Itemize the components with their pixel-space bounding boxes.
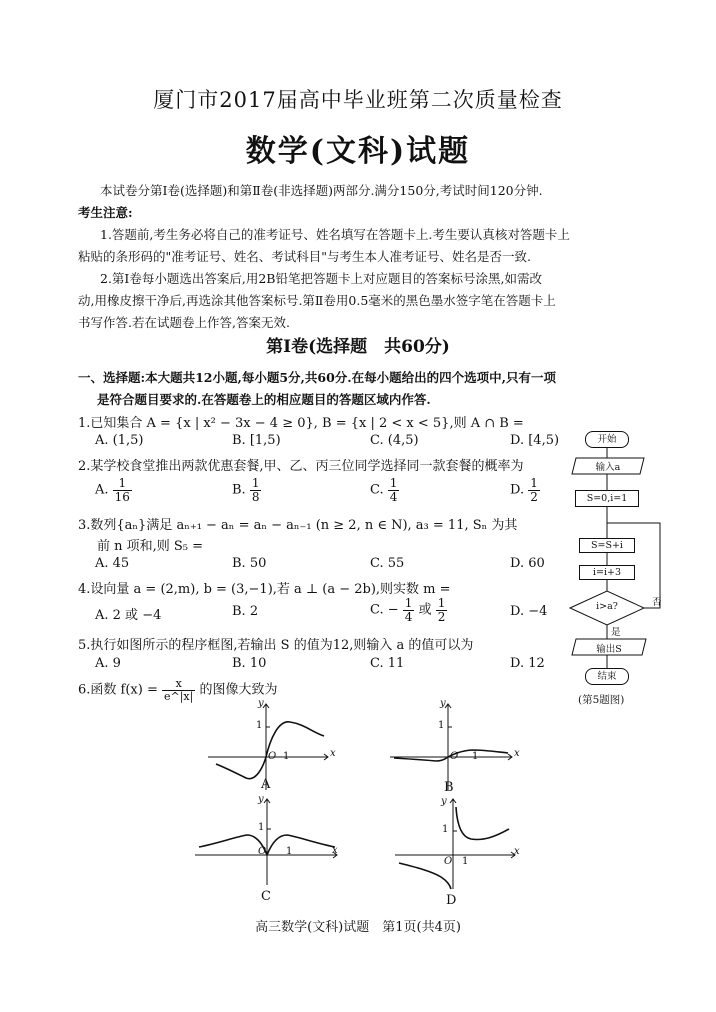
graph-a-x-label: x bbox=[330, 748, 336, 759]
flowchart-step-sum: S=S+i bbox=[579, 538, 635, 553]
exam-subject-title: 数学(文科)试题 bbox=[245, 134, 471, 169]
graph-d-tick-y: 1 bbox=[442, 824, 449, 835]
q4-option-a: A. 2 或 −4 bbox=[95, 608, 162, 623]
graph-a bbox=[208, 702, 338, 792]
q4-stem: 4.设向量 a = (2,m), b = (3,−1),若 a ⊥ (a − 2b),则实数 m = bbox=[78, 582, 451, 597]
graph-a-origin: O bbox=[268, 751, 277, 762]
graph-d bbox=[395, 797, 525, 891]
q5-stem: 5.执行如图所示的程序框图,若输出 S 的值为12,则输入 a 的值可以为 bbox=[78, 638, 474, 653]
section-instruction-2: 是符合题目要求的.在答题卷上的相应题目的答题区域内作答. bbox=[97, 392, 431, 407]
graph-d-x-label: x bbox=[514, 846, 520, 857]
q4-option-d: D. −4 bbox=[510, 604, 548, 619]
graph-c-origin: O bbox=[258, 846, 267, 857]
section-instruction-1: 一、选择题:本大题共12小题,每小题5分,共60分.在每小题给出的四个选项中,只有一项 bbox=[78, 370, 557, 385]
q4-option-b: B. 2 bbox=[232, 604, 259, 619]
graph-d-origin: O bbox=[444, 856, 453, 867]
notice-1-line-2: 粘贴的条形码的"准考证号、姓名、考试科目"与考生本人准考证号、姓名是否一致. bbox=[78, 249, 531, 264]
flowchart-end: 结束 bbox=[585, 668, 629, 685]
graph-b-y-label: y bbox=[440, 698, 446, 709]
graph-d-tick-x: 1 bbox=[462, 856, 469, 867]
notice-1-line-1: 1.答题前,考生务必将自己的准考证号、姓名填写在答题卡上.考生要认真核对答题卡上 bbox=[100, 227, 570, 242]
graph-c-y-label: y bbox=[258, 794, 264, 805]
graph-b-tick-y: 1 bbox=[438, 720, 445, 731]
q3-option-a: A. 45 bbox=[95, 556, 130, 571]
q1-option-b: B. [1,5) bbox=[232, 433, 281, 448]
notice-title: 考生注意: bbox=[78, 205, 133, 220]
intro-line: 本试卷分第Ⅰ卷(选择题)和第Ⅱ卷(非选择题)两部分.满分150分,考试时间120分钟. bbox=[100, 183, 543, 198]
q3-option-c: C. 55 bbox=[370, 556, 405, 571]
q2-option-a: A. $\frac{1}{16}$ bbox=[95, 476, 130, 504]
q4-option-c: C. − $\frac{1}{4}$ 或 $\frac{1}{2}$ bbox=[370, 596, 446, 624]
graph-a-tick-x: 1 bbox=[283, 751, 290, 762]
graph-c-x-label: x bbox=[332, 845, 338, 856]
q5-option-a: A. 9 bbox=[95, 656, 121, 671]
q3-stem-line-1: 3.数列{aₙ}满足 aₙ₊₁ − aₙ = aₙ − aₙ₋₁ (n ≥ 2, n ∈ N), a₃ = 11, Sₙ 为其 bbox=[78, 518, 518, 533]
notice-2-line-1: 2.第Ⅰ卷每小题选出答案后,用2B铅笔把答题卡上对应题目的答案标号涂黑,如需改 bbox=[100, 271, 542, 286]
graph-c-tick-y: 1 bbox=[258, 822, 265, 833]
section-title: 第Ⅰ卷(选择题 共60分) bbox=[266, 337, 450, 357]
flowchart-yes-label: 是 bbox=[611, 627, 621, 638]
q2-option-b: B. $\frac{1}{8}$ bbox=[232, 476, 260, 504]
q1-option-c: C. (4,5) bbox=[370, 433, 419, 448]
notice-2-line-2: 动,用橡皮擦干净后,再选涂其他答案标号.第Ⅱ卷用0.5毫米的黑色墨水签字笔在答题卡上 bbox=[78, 293, 556, 308]
page-footer: 高三数学(文科)试题 第1页(共4页) bbox=[255, 920, 461, 935]
flowchart-caption: (第5题图) bbox=[578, 694, 625, 706]
graph-c bbox=[195, 797, 343, 887]
graph-b-label: B bbox=[444, 780, 454, 795]
graph-d-label: D bbox=[446, 893, 457, 908]
flowchart-condition: i>a? bbox=[596, 601, 618, 612]
q5-option-c: C. 11 bbox=[370, 656, 405, 671]
q5-option-b: B. 10 bbox=[232, 656, 267, 671]
graph-c-label: C bbox=[261, 889, 271, 904]
flowchart-start: 开始 bbox=[585, 431, 629, 448]
graph-b-tick-x: 1 bbox=[472, 751, 479, 762]
flowchart-init: S=0,i=1 bbox=[575, 490, 639, 507]
q2-option-d: D. $\frac{1}{2}$ bbox=[510, 476, 538, 504]
graph-b-x-label: x bbox=[514, 748, 520, 759]
flowchart-no-label: 否 bbox=[652, 597, 662, 608]
q3-option-d: D. 60 bbox=[510, 556, 545, 571]
graph-b-origin: O bbox=[450, 751, 459, 762]
q3-option-b: B. 50 bbox=[232, 556, 267, 571]
notice-2-line-3: 书写作答.若在试题卷上作答,答案无效. bbox=[78, 315, 290, 330]
graph-b bbox=[390, 702, 520, 792]
q2-stem: 2.某学校食堂推出两款优惠套餐,甲、乙、丙三位同学选择同一款套餐的概率为 bbox=[78, 459, 524, 474]
graph-a-label: A bbox=[261, 777, 271, 792]
q1-stem: 1.已知集合 A = {x | x² − 3x − 4 ≥ 0}, B = {x | 2 < x < 5},则 A ∩ B = bbox=[78, 416, 524, 431]
graph-c-tick-x: 1 bbox=[286, 846, 293, 857]
q2-option-c: C. $\frac{1}{4}$ bbox=[370, 476, 398, 504]
q1-option-a: A. (1,5) bbox=[95, 433, 144, 448]
q1-option-d: D. [4,5) bbox=[510, 433, 560, 448]
flowchart-output: 输出S bbox=[596, 644, 622, 655]
q3-stem-line-2: 前 n 项和,则 S₅ = bbox=[97, 539, 204, 554]
graph-d-y-label: y bbox=[441, 796, 447, 807]
flowchart-input: 输入a bbox=[595, 462, 621, 473]
q6-stem: 6.函数 f(x) = $\frac{x}{e\^{}|x|}$ 的图像大致为 bbox=[78, 677, 278, 703]
q5-option-d: D. 12 bbox=[510, 656, 545, 671]
graph-a-tick-y: 1 bbox=[256, 720, 263, 731]
graph-a-y-label: y bbox=[258, 698, 264, 709]
exam-header-title: 厦门市2017届高中毕业班第二次质量检查 bbox=[153, 88, 563, 112]
flowchart-step-increment: i=i+3 bbox=[579, 565, 635, 580]
